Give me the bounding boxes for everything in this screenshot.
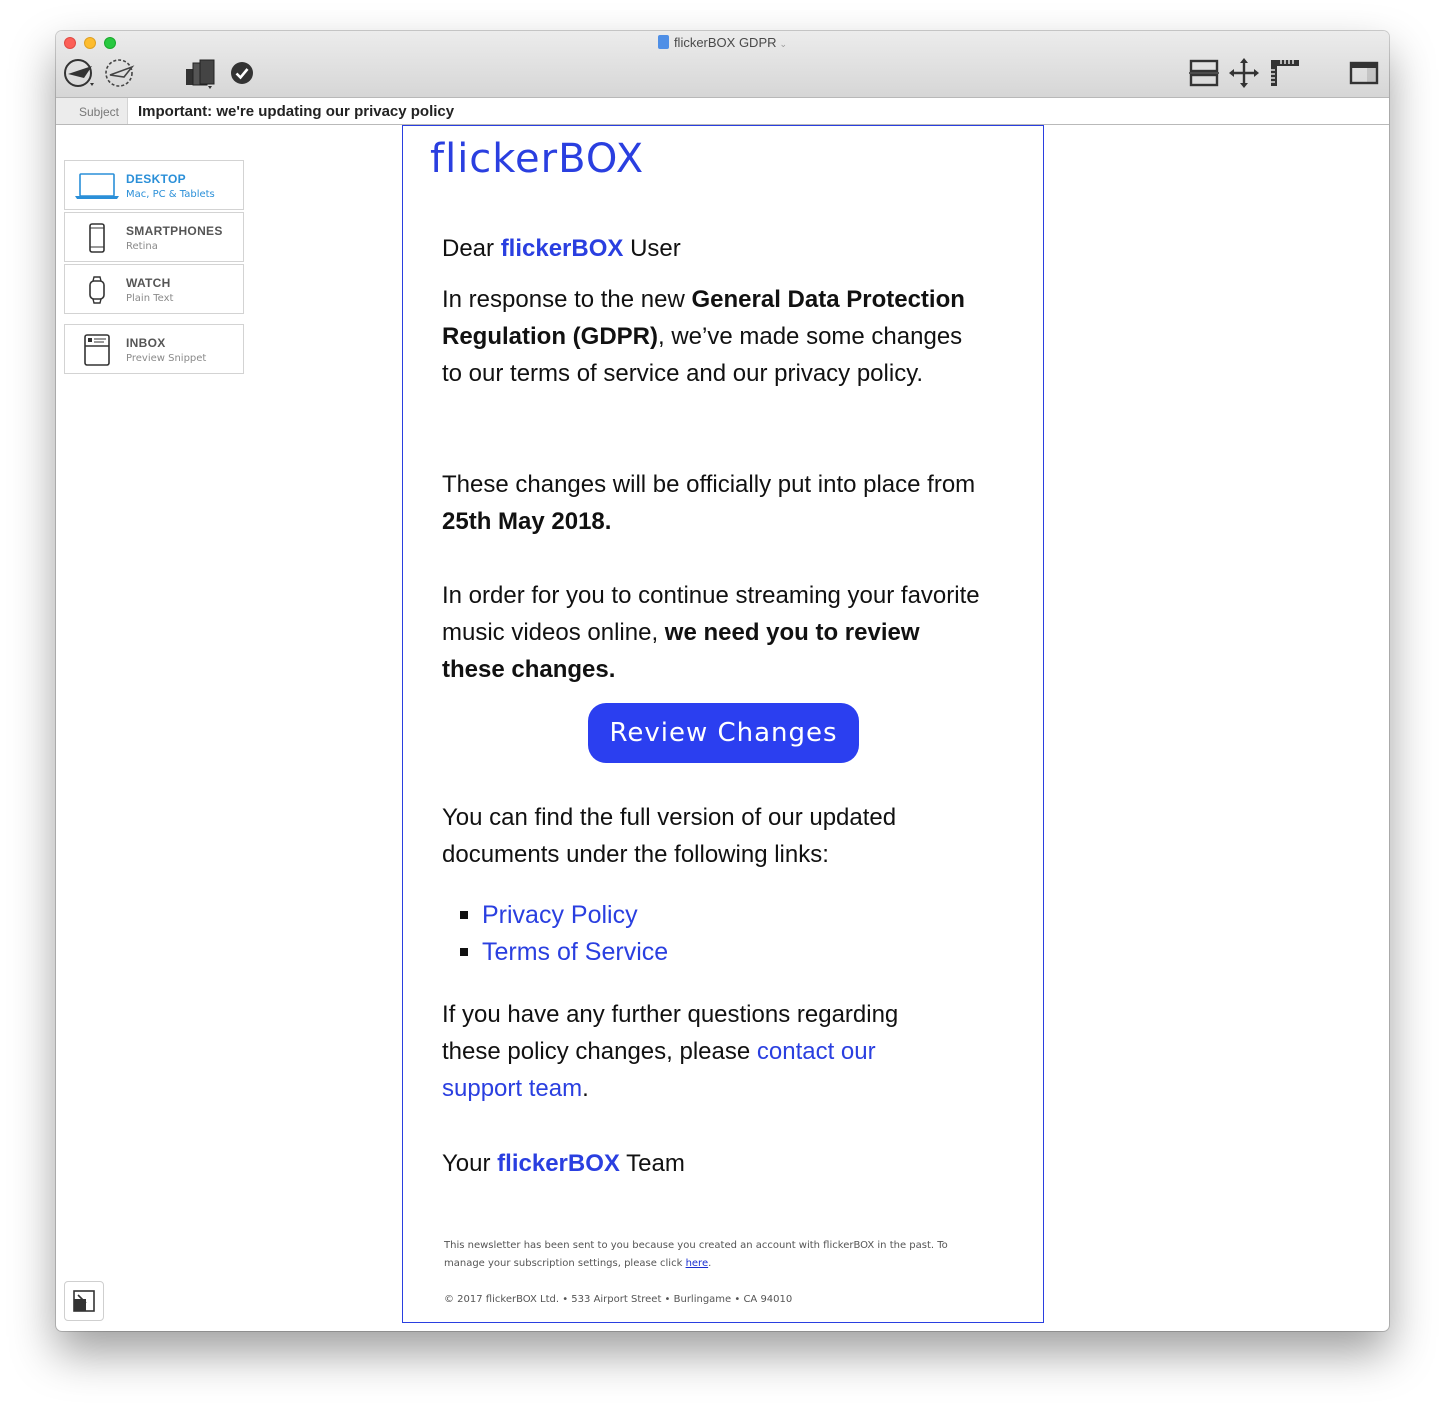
watch-icon <box>75 273 119 307</box>
devices-icon <box>182 57 218 89</box>
send-plane-icon <box>62 57 98 89</box>
resize-corner-icon <box>72 1289 96 1313</box>
smartphone-icon <box>75 221 119 255</box>
greeting: Dear flickerBOX User <box>442 235 681 262</box>
send-button[interactable] <box>62 57 98 89</box>
footer-copyright: © 2017 flickerBOX Ltd. • 533 Airport Street • Burlingame • CA 94010 <box>444 1294 793 1305</box>
paragraph-review-request: In order for you to continue streaming your favorite music videos online, we need you to review these changes. <box>442 582 980 683</box>
paragraph-documents: You can find the full version of our updated documents under the following links: <box>442 804 897 868</box>
device-name: INBOX <box>126 336 166 350</box>
layout-rows-icon <box>1189 59 1219 87</box>
layout-button[interactable] <box>1188 57 1220 89</box>
device-desktop[interactable] <box>64 160 244 210</box>
footer-notice: This newsletter has been sent to you because you created an account with flickerBOX in the past. To manage your subscription settings, please click here. <box>444 1240 948 1269</box>
device-name: WATCH <box>126 276 171 290</box>
device-subtitle: Retina <box>126 241 158 252</box>
paragraph-support: If you have any further questions regarding these policy changes, please contact our support team. <box>442 1001 899 1102</box>
paragraph-effective-date: These changes will be officially put into place from 25th May 2018. <box>442 471 976 535</box>
scheduled-send-icon <box>103 57 139 89</box>
device-subtitle: Preview Snippet <box>126 353 207 364</box>
signoff: Your flickerBOX Team <box>442 1150 685 1177</box>
review-changes-button[interactable]: Review Changes <box>588 703 859 763</box>
checkmark-icon <box>230 61 254 85</box>
email-preview <box>402 125 1044 1323</box>
bullet <box>460 948 468 956</box>
subject-bar <box>56 98 1389 125</box>
ruler-icon <box>1269 58 1301 88</box>
bullet <box>460 911 468 919</box>
document-links <box>442 897 668 971</box>
device-sidebar <box>64 160 244 376</box>
window-panel-icon <box>1349 61 1379 85</box>
laptop-icon <box>75 169 119 203</box>
device-name: SMARTPHONES <box>126 224 223 238</box>
app-window <box>56 31 1389 1331</box>
window-title[interactable]: flickerBOX GDPR ⌄ <box>56 35 1389 50</box>
paragraph-gdpr: In response to the new General Data Protection Regulation (GDPR), we’ve made some changes to our terms of service and our privacy policy. <box>442 286 965 387</box>
document-icon <box>658 35 669 49</box>
brand-name: flickerBOX <box>497 1150 620 1177</box>
manage-subscription-link[interactable]: here <box>685 1258 709 1269</box>
resize-preview-button[interactable] <box>64 1281 104 1321</box>
scheduled-send-button[interactable] <box>103 57 139 89</box>
brand-logo: flickerBOX <box>430 136 645 182</box>
chevron-down-icon: ⌄ <box>779 39 788 49</box>
device-inbox[interactable] <box>64 324 244 374</box>
ruler-button[interactable] <box>1268 57 1302 89</box>
device-subtitle: Mac, PC & Tablets <box>126 189 215 200</box>
device-watch[interactable] <box>64 264 244 314</box>
panel-toggle-button[interactable] <box>1348 57 1380 89</box>
inbox-icon <box>75 333 119 367</box>
device-smartphones[interactable] <box>64 212 244 262</box>
privacy-policy-link[interactable]: Privacy Policy <box>442 897 668 934</box>
device-name: DESKTOP <box>126 172 186 186</box>
check-button[interactable] <box>228 57 256 89</box>
terms-of-service-link[interactable]: Terms of Service <box>442 934 668 971</box>
device-subtitle: Plain Text <box>126 293 174 304</box>
subject-label: Subject <box>56 98 128 124</box>
title-bar <box>56 31 1389 98</box>
move-button[interactable] <box>1228 57 1260 89</box>
contact-support-link[interactable]: contact our support team <box>442 1038 876 1102</box>
brand-name: flickerBOX <box>500 235 624 262</box>
move-icon <box>1229 58 1259 88</box>
subject-field[interactable]: Important: we're updating our privacy policy <box>138 103 455 120</box>
devices-button[interactable] <box>182 57 218 89</box>
